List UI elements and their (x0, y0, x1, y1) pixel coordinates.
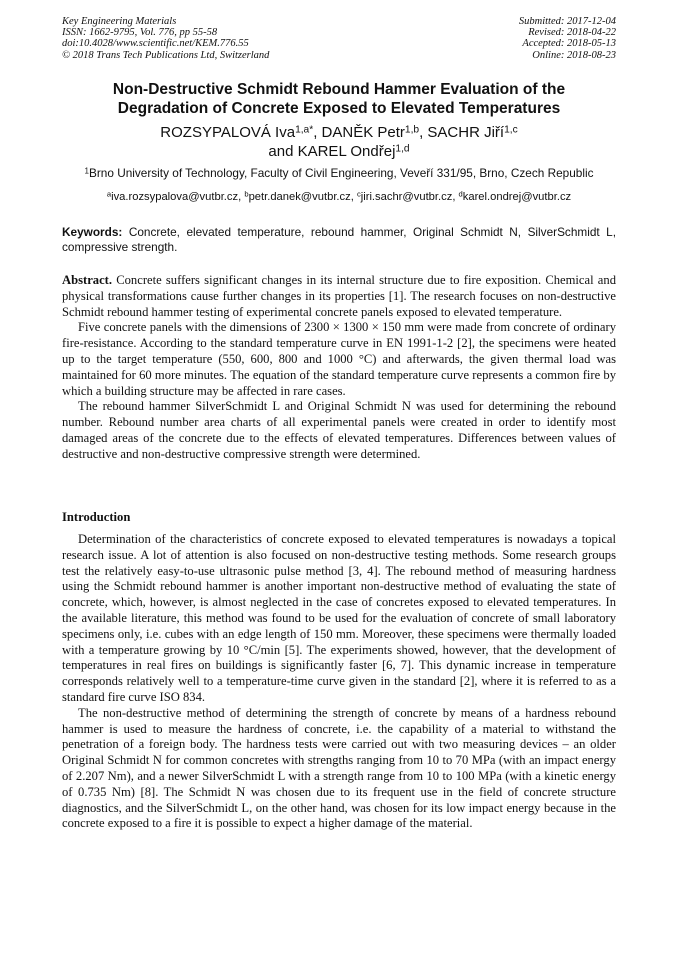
email-sup: b (244, 189, 249, 199)
email-sup: c (356, 189, 361, 199)
abstract-label: Abstract. (62, 273, 113, 287)
date-online: Online: 2018-08-23 (532, 49, 616, 61)
email-sup: a (106, 189, 112, 199)
intro-paragraph: The non-destructive method of determining the strength of concrete by means of a hardness rebound hammer is used to measure the hardness of concrete, i.e. the capability of a material to withstand the penetration of a foreign body. The hardness tests were carried out with two measuring devices – an older Original Schmidt N for common concretes with strengths ranging from 10 to 70 MPa (with an impact energy of 2.207 Nm), and a newer SilverSchmidt L with a strength range from 10 to 100 MPa (with a kinetic energy of 0.735 Nm) [8]. The Schmidt N was chosen due to its frequent use in the field of concrete structure diagnostics, and the SilverSchmidt L, on the other hand, was chosen for its low impact energy because in the concrete exposed to a fire it is possible to expect a higher damage of the material. (62, 705, 616, 831)
email-address[interactable]: iva.rozsypalova@vutbr.cz (111, 191, 239, 203)
abstract-paragraph (62, 273, 616, 320)
author-conjunction: and (268, 143, 294, 160)
affiliation-text: Brno University of Technology, Faculty of Civil Engineering, Veveří 331/95, Brno, Czech Republic (89, 166, 594, 180)
author-name: ROZSYPALOVÁ Iva (160, 124, 296, 141)
author-name: KAREL Ondřej (297, 143, 396, 160)
journal-info (62, 16, 269, 61)
email-address[interactable]: petr.danek@vutbr.cz (248, 191, 351, 203)
keywords-label: Keywords: (62, 225, 123, 239)
journal-doi: doi:10.4028/www.scientific.net/KEM.776.55 (62, 38, 249, 50)
keywords (62, 225, 616, 255)
keywords-text: Concrete, elevated temperature, rebound hammer, Original Schmidt N, SilverSchmidt L, compressive strength. (62, 225, 617, 254)
author-emails: $^a$iva.rozsypalova@vutbr.cz, $^b$petr.danek@vutbr.cz, $^c$jiri.sachr@vutbr.cz, $^d$karel.ondrej@vutbr.cz (106, 189, 572, 203)
affiliation-sup: 1 (84, 166, 89, 176)
author-sup: 1,d (395, 143, 410, 155)
title-line-1: Non-Destructive Schmidt Rebound Hammer Evaluation of the (112, 81, 566, 98)
abstract-paragraph: The rebound hammer SilverSchmidt L and Original Schmidt N was used for determining the rebound number. Rebound number area charts of all experimental panels were created in order to identify most damaged areas of the concrete due to the effects of elevated temperatures. Differences between values of destructive and non-destructive compressive strength were determined. (62, 399, 616, 461)
author-list: ROZSYPALOVÁ Iva$^{1,a*}$, DANĚK Petr$^{1,b}$, SACHR Jiří$^{1,c}$ and KAREL Ondřej$^{1,d}$ (160, 124, 518, 160)
author-name: DANĚK Petr (321, 124, 405, 141)
author-sup: 1,b (404, 124, 420, 136)
author-sup: 1,c (504, 124, 518, 136)
abstract-text: Concrete suffers significant changes in its internal structure due to fire exposition. Chemical and physical transformations cause further changes in its properties [1]. The research focuses on non-destructive Schmidt rebound hammer testing of experimental concrete panels exposed to elevated temperature. (62, 273, 616, 319)
affiliation (62, 166, 616, 181)
email-address[interactable]: karel.ondrej@vutbr.cz (462, 191, 572, 203)
email-address[interactable]: jiri.sachr@vutbr.cz (360, 191, 453, 203)
title-line-2: Degradation of Concrete Exposed to Elevated Temperatures (117, 100, 561, 117)
introduction-body (62, 532, 616, 832)
journal-issn: ISSN: 1662-9795, Vol. 776, pp 55-58 (62, 27, 218, 39)
email-sup: d (458, 189, 463, 199)
section-heading-introduction: Introduction (62, 510, 131, 524)
journal-name: Key Engineering Materials (62, 16, 177, 27)
abstract (62, 273, 616, 463)
author-name: SACHR Jiří (427, 124, 505, 141)
paper-title (62, 80, 616, 118)
date-submitted: Submitted: 2017-12-04 (518, 16, 616, 27)
abstract-paragraph: Five concrete panels with the dimensions of 2300 × 1300 × 150 mm were made from concrete of ordinary fire-resistance. According to the standard temperature curve in EN 1991-1-2 [2], the specimens were heated up to the target temperature (550, 600, 800 and 1000 °C) and afterwards, the given thermal load was maintained for 60 more minutes. The equation of the standard temperature curve represents a common fire by which a building structure may be affected in rare cases. (62, 320, 616, 398)
author-sup: 1,a* (295, 124, 314, 136)
publication-dates (519, 16, 616, 61)
date-revised: Revised: 2018-04-22 (528, 27, 616, 39)
journal-copyright: © 2018 Trans Tech Publications Ltd, Switzerland (62, 49, 270, 61)
date-accepted: Accepted: 2018-05-13 (522, 38, 616, 50)
intro-paragraph: Determination of the characteristics of concrete exposed to elevated temperatures is nowadays a topical research issue. A lot of attention is also focused on non-destructive testing methods. Some research groups test the relatively easy-to-use ultrasonic pulse method [3, 4]. The rebound method of measuring hardness using the Schmidt rebound hammer is another important non-destructive method of evaluating the state of concrete, which, however, is almost neglected in the case of concretes exposed to elevated temperatures. In the available literature, this method was found to be used for the evaluation of concrete of small laboratory specimens only, i.e. cubes with an edge length of 150 mm. Moreover, these specimens were thermally loaded with a temperature growing by 10 °C/min [5]. The experiments showed, however, that the development of temperatures in real fires on buildings is significantly faster [6, 7]. This dynamic increase in temperature corresponds relatively well to a temperature-time curve given in the standard [2], where it is referred to as a standard fire curve ISO 834. (62, 532, 616, 704)
